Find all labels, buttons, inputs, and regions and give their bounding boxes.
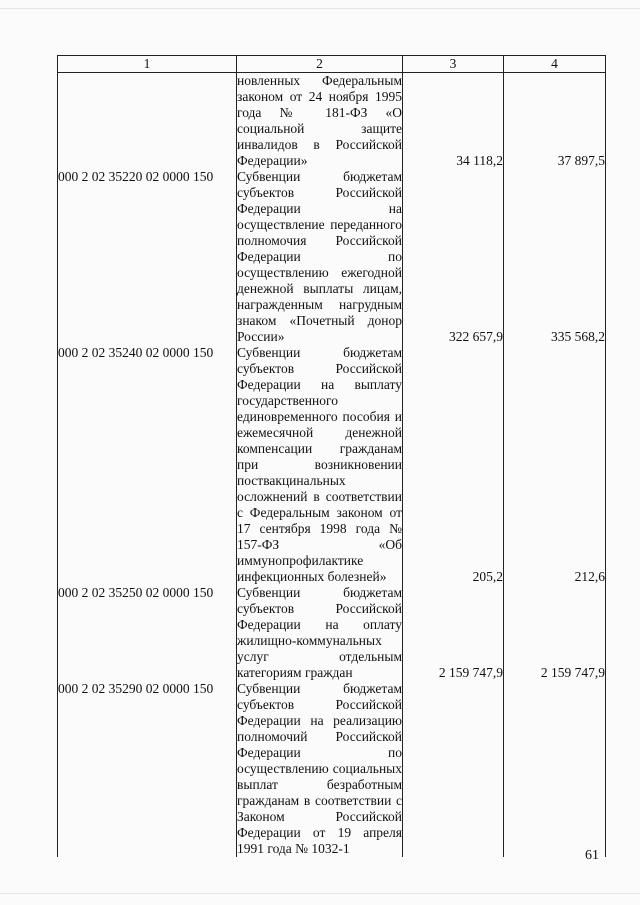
header-row xyxy=(58,56,606,73)
budget-table xyxy=(57,55,606,857)
value-cell-4: 335 568,2 xyxy=(504,169,606,345)
code-cell xyxy=(58,73,237,170)
description-cell: новленных Федеральным законом от 24 ноября 1995 года № 181-ФЗ «О социальной защите инвалидов в Российской Федерации» xyxy=(237,73,402,168)
page-number: 61 xyxy=(585,848,599,863)
description-cell: Субвенции бюджетам субъектов Российской Федерации на осуществление переданного полномочия Российской Федерации по осуществлению ежегодной денежной выплаты лицам, награжденным нагрудным знаком «Почетный донор России» xyxy=(237,169,402,344)
code-cell: 000 2 02 35220 02 0000 150 xyxy=(58,169,237,345)
column-header-1: 1 xyxy=(58,56,237,73)
description-cell: Субвенции бюджетам субъектов Российской Федерации на выплату государственного единовременного пособия и ежемесячной денежной компенсации гражданам при возникновении поствакцинальных осложнений в соответствии с Федеральным законом от 17 сентября 1998 года № 157-ФЗ «Об иммунопрофилактике инфекционных болезней» xyxy=(237,345,402,584)
description-cell: Субвенции бюджетам субъектов Российской Федерации на реализацию полномочий Российской Федерации по осуществлению социальных выплат безработным гражданам в соответствии с Законом Российской Федерации от 19 апреля 1991 года № 1032-1 xyxy=(237,681,402,856)
column-header-4: 4 xyxy=(504,56,606,73)
table-row xyxy=(58,681,606,857)
value-cell-4: 212,6 xyxy=(504,345,606,585)
value-cell-3: 34 118,2 xyxy=(403,73,504,170)
code-cell: 000 2 02 35250 02 0000 150 xyxy=(58,585,237,681)
code-cell: 000 2 02 35240 02 0000 150 xyxy=(58,345,237,585)
table-row xyxy=(58,345,606,585)
code-cell: 000 2 02 35290 02 0000 150 xyxy=(58,681,237,857)
column-header-3: 3 xyxy=(403,56,504,73)
column-header-2: 2 xyxy=(237,56,403,73)
table-row xyxy=(58,73,606,170)
table-row xyxy=(58,169,606,345)
value-cell-4: 2 159 747,9 xyxy=(504,585,606,681)
value-cell-3: 322 657,9 xyxy=(403,169,504,345)
table-row xyxy=(58,585,606,681)
value-cell-4: 37 897,5 xyxy=(504,73,606,170)
value-cell-3: 2 159 747,9 xyxy=(403,585,504,681)
scan-artifact xyxy=(0,893,640,894)
value-cell-3 xyxy=(403,681,504,857)
description-cell: Субвенции бюджетам субъектов Российской Федерации на оплату жилищно-коммунальных услуг отдельным категориям граждан xyxy=(237,585,402,680)
value-cell-4 xyxy=(504,681,606,857)
value-cell-3: 205,2 xyxy=(403,345,504,585)
scan-artifact xyxy=(0,8,640,9)
